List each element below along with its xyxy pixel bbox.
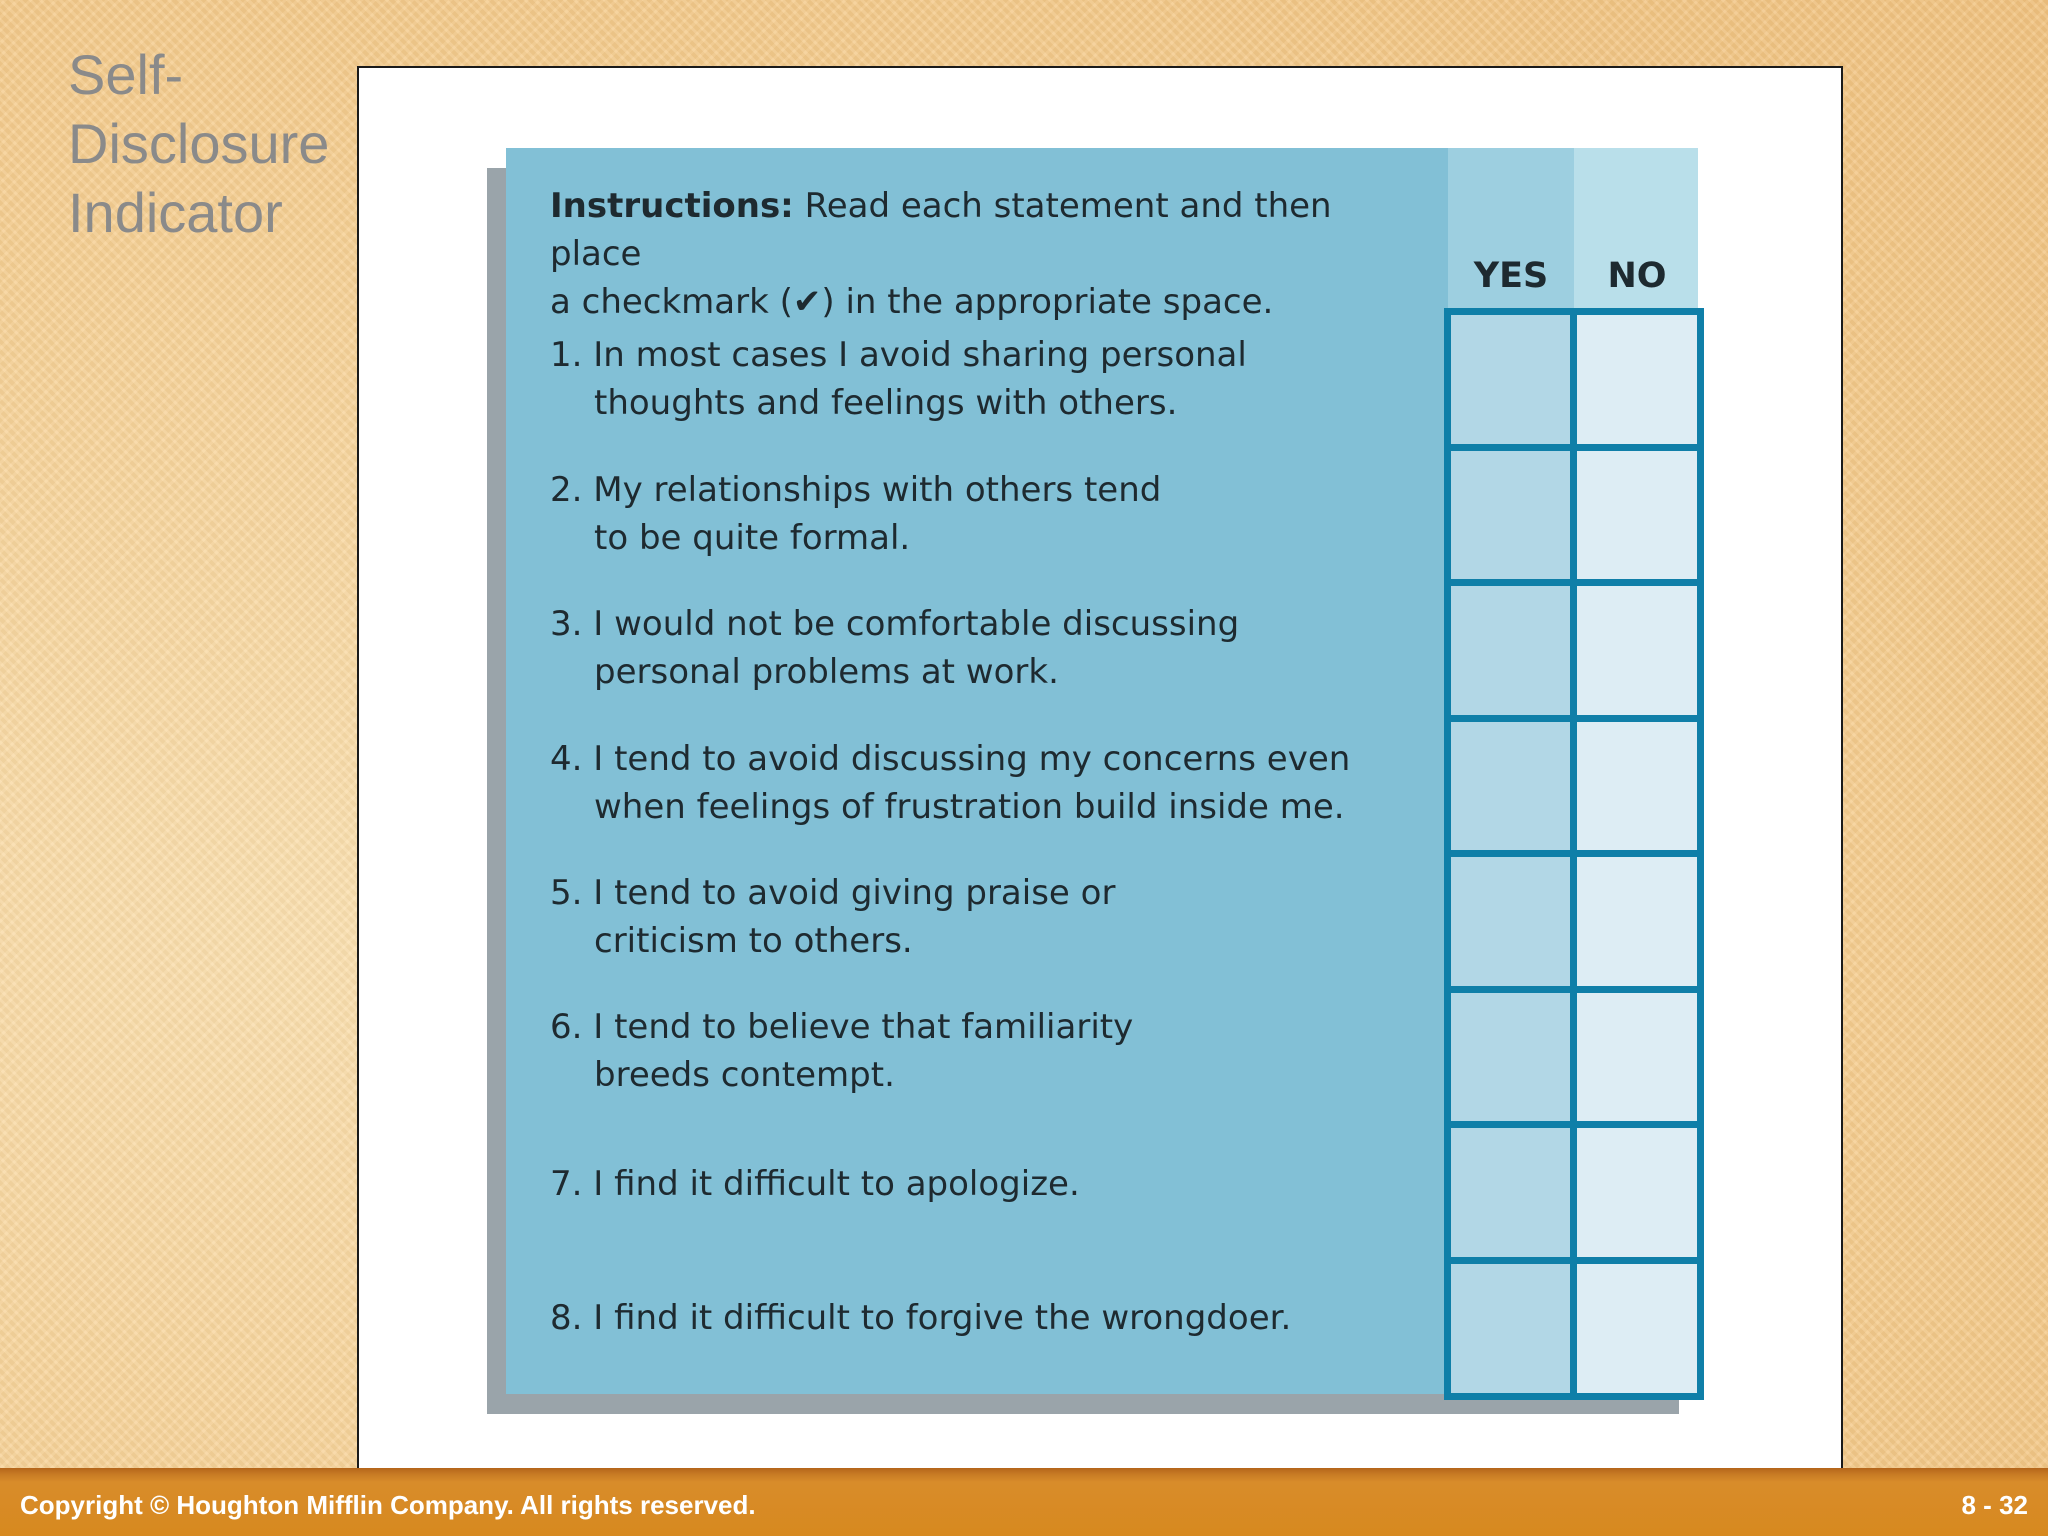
yes-checkbox-2[interactable]	[1444, 444, 1577, 587]
question-number: 8.	[550, 1298, 583, 1338]
yes-checkbox-5[interactable]	[1444, 850, 1577, 993]
question-number: 5.	[550, 873, 583, 913]
page-number: 8 - 32	[1961, 1490, 2028, 1520]
footer-copyright: Copyright © Houghton Mifflin Company. All rights reserved.	[20, 1490, 756, 1520]
instructions-label: Instructions:	[550, 186, 794, 226]
yes-checkbox-3[interactable]	[1444, 579, 1577, 722]
question-text: In most cases I avoid sharing personal	[593, 335, 1247, 375]
instructions-text: a checkmark (✔) in the appropriate space.	[550, 282, 1274, 322]
question-text: I tend to believe that familiarity	[593, 1007, 1134, 1047]
no-checkbox-6[interactable]	[1570, 986, 1704, 1129]
yes-checkbox-6[interactable]	[1444, 986, 1577, 1129]
question-text: I would not be comfortable discussing	[593, 604, 1240, 644]
question-item	[550, 1160, 1430, 1208]
yes-checkbox-4[interactable]	[1444, 715, 1577, 858]
question-item	[550, 600, 1430, 696]
instructions-text: Read each statement and then place	[550, 186, 1332, 274]
yes-checkbox-1[interactable]	[1444, 308, 1577, 451]
question-text: thoughts and feelings with others.	[594, 383, 1178, 423]
slide-title-line: Self-	[68, 43, 184, 106]
answer-grid	[1444, 308, 1704, 1392]
question-item	[550, 331, 1430, 427]
question-number: 7.	[550, 1164, 583, 1204]
question-text: I find it difficult to forgive the wrongdoer.	[593, 1298, 1292, 1338]
no-checkbox-4[interactable]	[1570, 715, 1704, 858]
question-text: criticism to others.	[594, 921, 913, 961]
question-number: 4.	[550, 739, 583, 779]
question-item	[550, 735, 1430, 831]
no-checkbox-8[interactable]	[1570, 1257, 1704, 1400]
no-column-header: NO	[1607, 256, 1667, 296]
question-number: 6.	[550, 1007, 583, 1047]
question-text: to be quite formal.	[594, 518, 911, 558]
question-item	[550, 466, 1430, 562]
question-number: 2.	[550, 470, 583, 510]
question-text: when feelings of frustration build inside me.	[594, 787, 1345, 827]
yes-checkbox-8[interactable]	[1444, 1257, 1577, 1400]
question-text: My relationships with others tend	[593, 470, 1162, 510]
yes-checkbox-7[interactable]	[1444, 1121, 1577, 1264]
no-checkbox-3[interactable]	[1570, 579, 1704, 722]
question-text: breeds contempt.	[594, 1055, 895, 1095]
no-checkbox-5[interactable]	[1570, 850, 1704, 993]
question-text: I tend to avoid discussing my concerns even	[593, 739, 1351, 779]
question-item	[550, 1294, 1430, 1342]
no-checkbox-7[interactable]	[1570, 1121, 1704, 1264]
instructions	[550, 182, 1430, 326]
slide-title-line: Indicator	[68, 181, 283, 244]
question-item	[550, 869, 1430, 965]
yes-column-header: YES	[1473, 256, 1549, 296]
question-text: I find it difficult to apologize.	[593, 1164, 1080, 1204]
slide-title-line: Disclosure	[68, 112, 330, 175]
question-number: 3.	[550, 604, 583, 644]
slide-title	[68, 40, 358, 247]
question-text: personal problems at work.	[594, 652, 1059, 692]
question-text: I tend to avoid giving praise or	[593, 873, 1116, 913]
question-number: 1.	[550, 335, 583, 375]
no-checkbox-2[interactable]	[1570, 444, 1704, 587]
no-checkbox-1[interactable]	[1570, 308, 1704, 451]
question-item	[550, 1003, 1430, 1099]
